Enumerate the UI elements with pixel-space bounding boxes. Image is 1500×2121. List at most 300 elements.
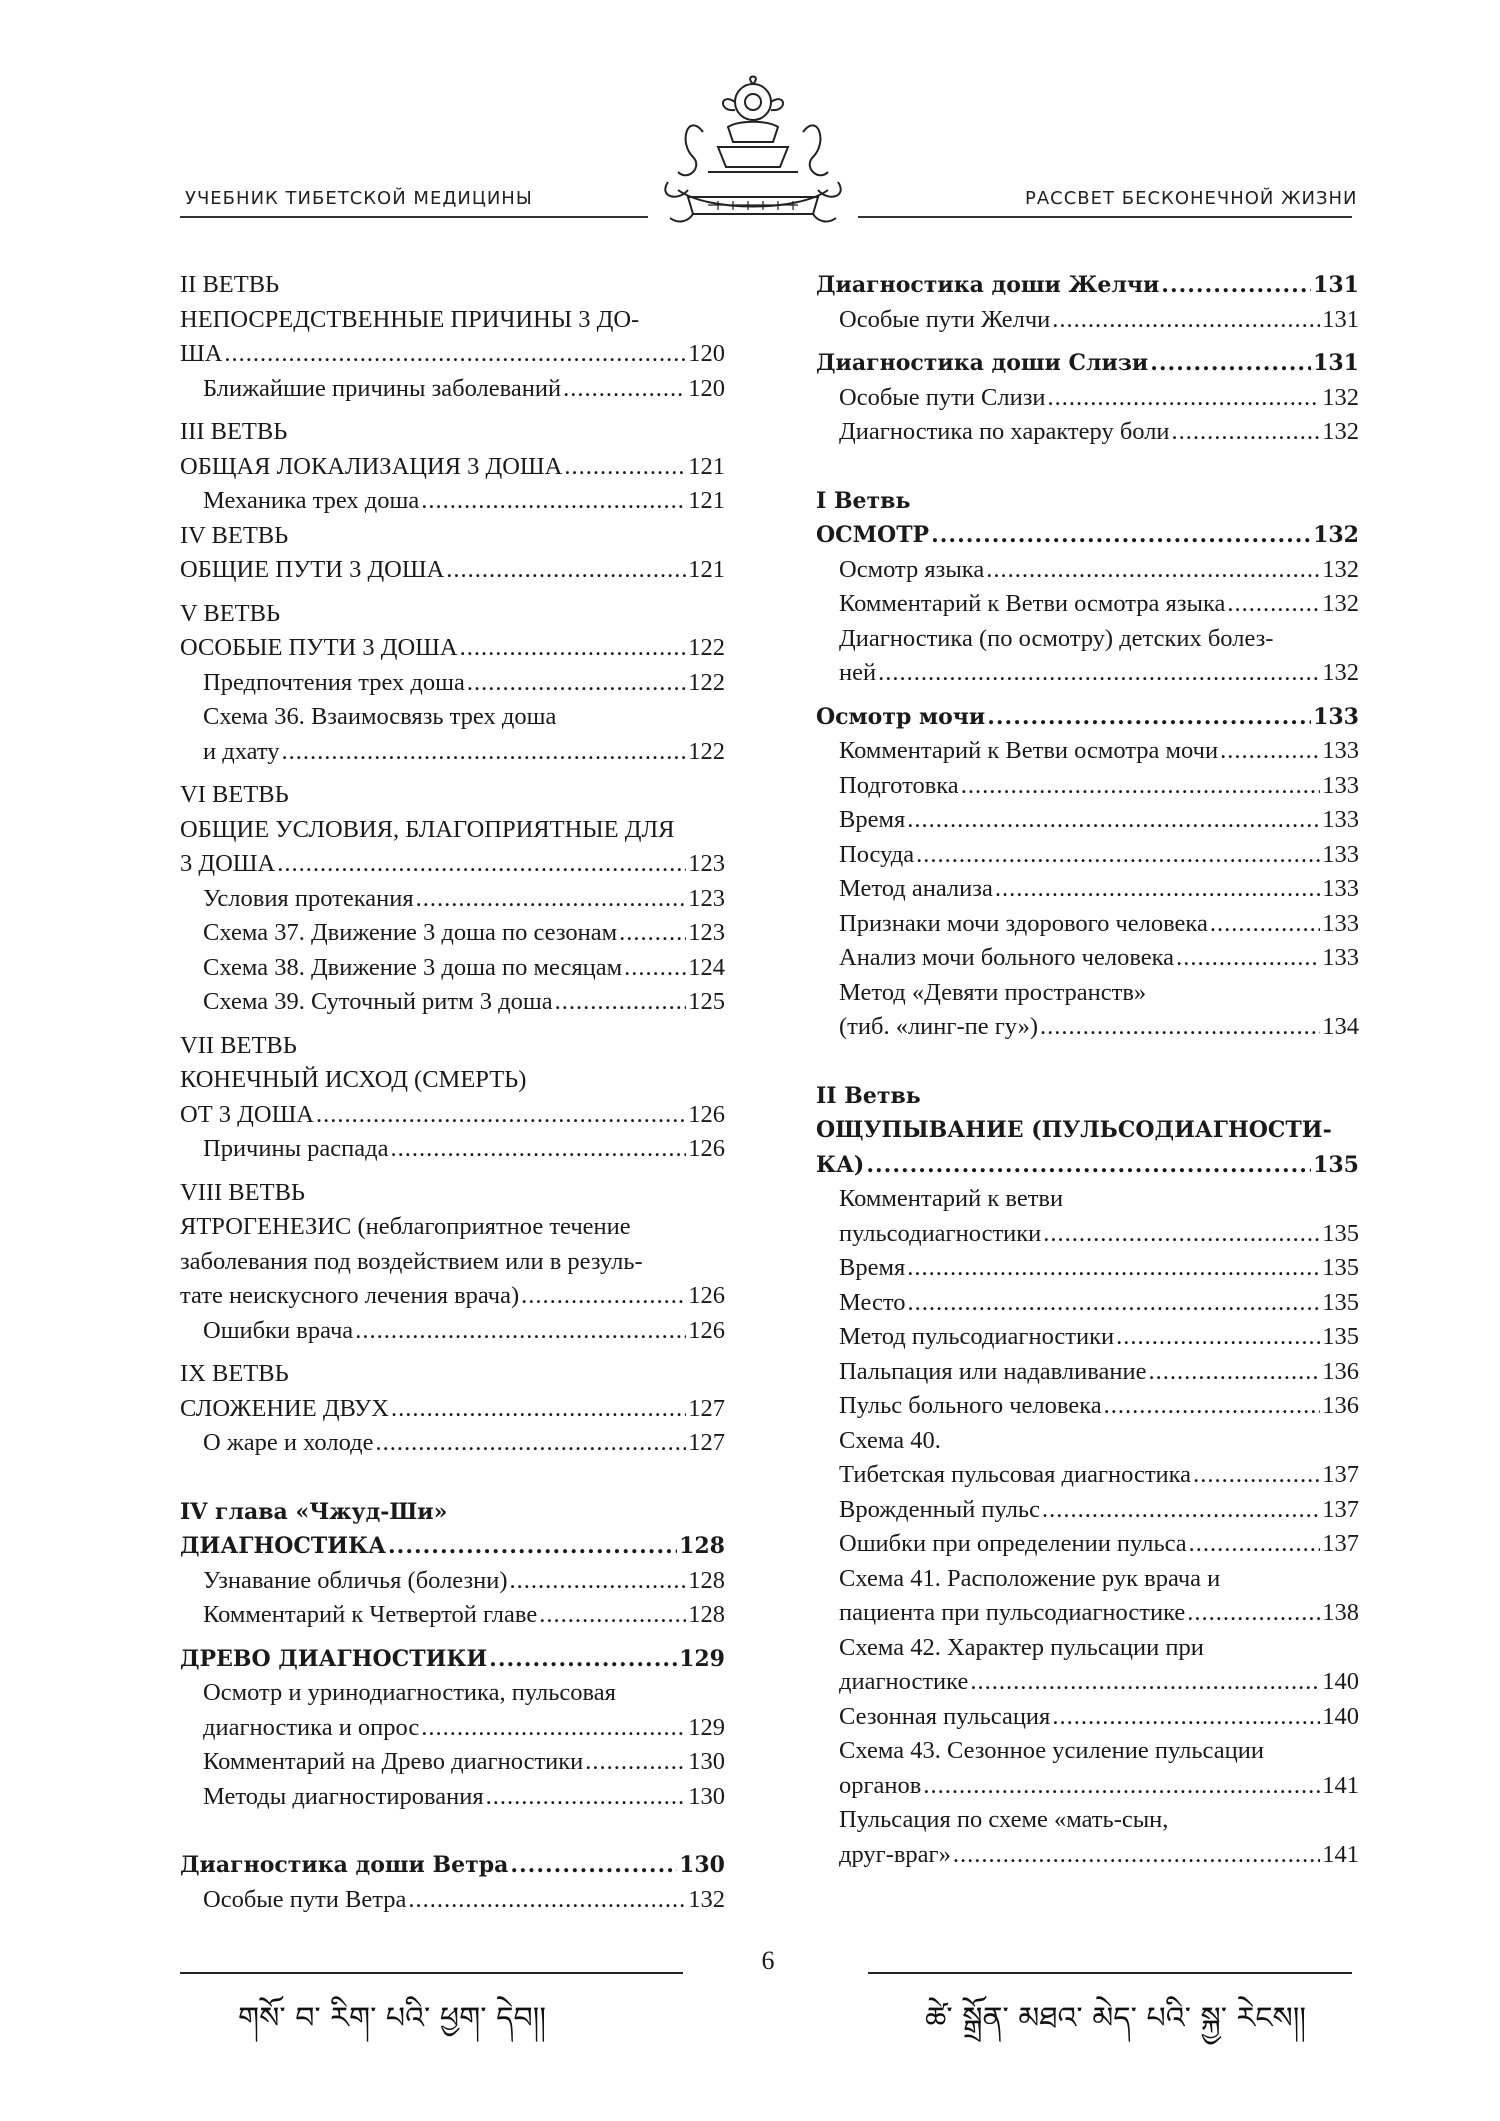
dot-leader <box>388 1529 677 1564</box>
toc-entry <box>180 1176 725 1211</box>
dot-leader <box>1220 734 1320 769</box>
toc-entry <box>816 803 1359 838</box>
dot-leader <box>878 656 1320 691</box>
toc-entry-title: Диагностика по характеру боли <box>839 418 1170 445</box>
dot-leader <box>866 1148 1311 1183</box>
toc-entry-page: 133 <box>1322 944 1359 971</box>
dot-leader <box>408 1883 686 1918</box>
toc-entry <box>180 553 725 588</box>
toc-entry <box>816 1493 1359 1528</box>
toc-entry-title: Метод «Девяти пространств» <box>839 978 1147 1006</box>
toc-entry-page: 121 <box>688 452 725 480</box>
toc-entry-title: Комментарий к Ветви осмотра языка <box>839 590 1226 617</box>
toc-entry <box>816 1424 1359 1459</box>
toc-entry <box>816 1527 1359 1562</box>
toc-entry <box>180 1357 725 1392</box>
toc-entry <box>816 518 1359 553</box>
toc-entry <box>180 415 725 450</box>
toc-entry-page: 133 <box>1322 840 1359 868</box>
toc-entry <box>816 1769 1359 1804</box>
toc-entry <box>180 813 725 848</box>
dot-leader <box>916 838 1320 873</box>
footer-rule-left <box>180 1972 683 1974</box>
toc-entry-title: VIII ВЕТВЬ <box>180 1178 305 1206</box>
dot-leader <box>316 1098 686 1133</box>
toc-entry-page: 141 <box>1322 1771 1359 1799</box>
dot-leader <box>416 882 687 917</box>
toc-entry-page: 123 <box>688 884 725 912</box>
toc-entry <box>816 381 1359 416</box>
toc-entry-title: ней <box>839 659 877 686</box>
toc-entry <box>816 1562 1359 1597</box>
toc-entry-title: Посуда <box>839 840 915 868</box>
toc-entry-title: (тиб. «линг-пе гу») <box>839 1013 1039 1040</box>
toc-entry-title: Сезонная пульсация <box>839 1702 1051 1730</box>
toc-entry-title: Методы диагностирования <box>203 1782 484 1810</box>
lotus-emblem-icon <box>648 72 858 232</box>
toc-entry <box>180 1314 725 1349</box>
toc-entry <box>816 1251 1359 1286</box>
toc-entry <box>180 951 725 986</box>
dot-leader <box>467 666 686 701</box>
toc-entry <box>180 597 725 632</box>
dot-leader <box>421 484 686 519</box>
toc-entry-page: 131 <box>1322 305 1359 333</box>
footer-tibetan-left: གསོ་ བ་ རིག་ པའི་ ཕྱག་ དེབ།། <box>238 2001 546 2036</box>
toc-entry <box>180 1098 725 1133</box>
toc-entry-title: Время <box>839 806 906 833</box>
toc-entry <box>816 1458 1359 1493</box>
toc-entry-title: Ошибки врача <box>203 1316 354 1344</box>
toc-entry <box>180 484 725 519</box>
dot-leader <box>907 1286 1320 1321</box>
toc-entry-title: Причины распада <box>203 1135 389 1162</box>
dot-leader <box>224 337 686 372</box>
toc-entry <box>180 1564 725 1599</box>
toc-entry-title: диагностика и опрос <box>203 1713 420 1741</box>
dot-leader <box>486 1780 687 1815</box>
toc-entry <box>180 631 725 666</box>
toc-entry <box>816 268 1359 303</box>
toc-entry-page: 133 <box>1313 703 1359 730</box>
dot-leader <box>1176 941 1320 976</box>
toc-entry-title: IV глава «Чжуд-Ши» <box>180 1498 448 1525</box>
toc-entry-title: Узнавание обличья (болезни) <box>203 1566 508 1594</box>
toc-entry <box>180 1063 725 1098</box>
toc-entry-title: и дхату <box>203 737 280 765</box>
toc-entry-title: КА) <box>816 1151 865 1178</box>
toc-entry-page: 130 <box>679 1852 725 1878</box>
toc-entry-page: 133 <box>1322 909 1359 937</box>
dot-leader <box>539 1598 686 1633</box>
dot-leader <box>391 1392 686 1427</box>
toc-entry-title: Время <box>839 1254 906 1281</box>
toc-entry-page: 121 <box>688 556 725 583</box>
running-header-right: РАССВЕТ БЕСКОНЕЧНОЙ ЖИЗНИ <box>1025 188 1358 209</box>
toc-entry <box>180 778 725 813</box>
toc-entry-page: 122 <box>688 634 725 661</box>
toc-entry-page: 141 <box>1322 1840 1359 1868</box>
dot-leader <box>970 1665 1320 1700</box>
toc-entry <box>180 337 725 372</box>
dot-leader <box>1172 415 1321 450</box>
toc-entry <box>180 372 725 407</box>
toc-entry-title: Пальпация или надавливание <box>839 1357 1147 1385</box>
footer-rule-right <box>868 1972 1352 1974</box>
toc-entry-title: Пульс больного человека <box>839 1392 1102 1419</box>
toc-entry-page: 126 <box>688 1282 725 1309</box>
toc-entry <box>180 303 725 338</box>
toc-entry-page: 132 <box>1322 418 1359 445</box>
toc-entry-page: 131 <box>1313 272 1359 298</box>
dot-leader <box>1040 1010 1320 1045</box>
toc-entry <box>180 1210 725 1245</box>
toc-entry-title: ОТ 3 ДОША <box>180 1100 314 1128</box>
toc-entry <box>180 666 725 701</box>
toc-entry-title: Комментарий к ветви <box>839 1185 1064 1212</box>
dot-leader <box>624 951 686 986</box>
toc-entry-page: 138 <box>1322 1599 1359 1626</box>
toc-entry <box>816 1665 1359 1700</box>
toc-entry-page: 127 <box>688 1429 725 1456</box>
toc-entry <box>816 1596 1359 1631</box>
toc-entry <box>816 553 1359 588</box>
toc-entry-page: 132 <box>1313 522 1359 548</box>
toc-entry <box>816 1631 1359 1666</box>
dot-leader <box>923 1769 1320 1804</box>
toc-left-column <box>180 268 725 1917</box>
toc-entry-title: Врожденный пульс <box>839 1495 1040 1523</box>
toc-entry <box>180 1598 725 1633</box>
toc-entry <box>816 1734 1359 1769</box>
toc-entry <box>816 1217 1359 1252</box>
toc-entry-title: друг-враг» <box>839 1840 951 1868</box>
dot-leader <box>391 1132 687 1167</box>
dot-leader <box>1052 303 1320 338</box>
toc-entry <box>180 1711 725 1746</box>
toc-entry-title: I Ветвь <box>816 487 911 514</box>
toc-entry-page: 130 <box>688 1782 725 1810</box>
toc-entry-title: Осмотр и уринодиагностика, пульсовая <box>203 1679 616 1706</box>
dot-leader <box>961 769 1321 804</box>
toc-entry-page: 127 <box>688 1394 725 1422</box>
toc-entry-title: Ошибки при определении пульса <box>839 1530 1187 1557</box>
toc-entry <box>816 1079 1359 1114</box>
toc-entry <box>816 1389 1359 1424</box>
toc-entry-title: НЕПОСРЕДСТВЕННЫЕ ПРИЧИНЫ 3 ДО- <box>180 305 640 333</box>
toc-entry <box>180 1132 725 1167</box>
toc-entry-page: 135 <box>1313 1151 1359 1178</box>
toc-entry <box>816 976 1359 1011</box>
toc-entry-page: 136 <box>1322 1357 1359 1385</box>
toc-entry-title: Диагностика (по осмотру) детских болез- <box>839 624 1274 652</box>
toc-entry <box>816 1148 1359 1183</box>
dot-leader <box>1052 1700 1320 1735</box>
toc-entry-title: V ВЕТВЬ <box>180 599 281 627</box>
toc-entry-title: Схема 41. Расположение рук врача и <box>839 1564 1221 1592</box>
dot-leader <box>489 1642 677 1677</box>
dot-leader <box>1104 1389 1321 1424</box>
toc-entry-title: VII ВЕТВЬ <box>180 1031 297 1059</box>
toc-entry-page: 134 <box>1322 1013 1359 1040</box>
dot-leader <box>1161 268 1311 303</box>
toc-entry-title: ОСОБЫЕ ПУТИ 3 ДОША <box>180 634 458 661</box>
toc-entry-title: IV ВЕТВЬ <box>180 521 289 549</box>
toc-entry-page: 128 <box>679 1533 725 1559</box>
toc-entry-page: 132 <box>1322 590 1359 617</box>
toc-entry-page: 140 <box>1322 1668 1359 1695</box>
toc-entry <box>180 1392 725 1427</box>
dot-leader <box>563 372 686 407</box>
toc-entry-title: Подготовка <box>839 771 959 799</box>
toc-entry <box>180 1676 725 1711</box>
dot-leader <box>619 916 686 951</box>
toc-entry-title: Анализ мочи больного человека <box>839 944 1175 971</box>
toc-entry-title: органов <box>839 1771 922 1799</box>
toc-entry-page: 122 <box>688 668 725 696</box>
dot-leader <box>953 1838 1320 1873</box>
page-number: 6 <box>761 1946 775 1975</box>
dot-leader <box>1189 1527 1321 1562</box>
toc-entry-page: 140 <box>1322 1702 1359 1730</box>
toc-entry <box>180 882 725 917</box>
toc-entry <box>816 941 1359 976</box>
toc-entry <box>180 1780 725 1815</box>
toc-entry <box>816 1320 1359 1355</box>
toc-entry <box>816 907 1359 942</box>
toc-entry-title: Особые пути Слизи <box>839 383 1046 411</box>
toc-entry-page: 123 <box>688 919 725 946</box>
toc-entry-page: 126 <box>688 1100 725 1128</box>
toc-entry <box>180 735 725 770</box>
dot-leader <box>1150 346 1311 381</box>
toc-entry <box>180 847 725 882</box>
toc-entry-page: 126 <box>688 1135 725 1162</box>
dot-leader <box>995 872 1320 907</box>
toc-entry-title: Схема 40. <box>839 1426 941 1454</box>
toc-entry <box>180 1883 725 1918</box>
toc-entry-title: ДИАГНОСТИКА <box>180 1533 387 1559</box>
dot-leader <box>277 847 686 882</box>
toc-entry-title: диагностике <box>839 1668 969 1695</box>
toc-entry-title: Схема 39. Суточный ритм 3 доша <box>203 988 553 1015</box>
toc-entry-page: 135 <box>1322 1288 1359 1316</box>
toc-entry-title: Место <box>839 1288 906 1316</box>
toc-entry-title: Условия протекания <box>203 884 414 912</box>
toc-entry <box>180 450 725 485</box>
toc-entry-page: 137 <box>1322 1461 1359 1488</box>
toc-entry-title: Схема 38. Движение 3 доша по месяцам <box>203 953 623 981</box>
toc-entry-title: ОЩУПЫВАНИЕ (ПУЛЬСОДИАГНОСТИ- <box>816 1117 1332 1143</box>
dot-leader <box>421 1711 686 1746</box>
dot-leader <box>282 735 687 770</box>
toc-entry-title: ОБЩИЕ ПУТИ 3 ДОША <box>180 556 445 583</box>
toc-entry-title: IX ВЕТВЬ <box>180 1360 289 1387</box>
toc-entry <box>816 1182 1359 1217</box>
dot-leader <box>510 1848 677 1883</box>
toc-entry <box>180 700 725 735</box>
toc-entry-title: VI ВЕТВЬ <box>180 781 289 808</box>
dot-leader <box>1042 1493 1320 1528</box>
toc-entry <box>180 1745 725 1780</box>
toc-entry-page: 128 <box>688 1601 725 1628</box>
dot-leader <box>1148 1355 1320 1390</box>
toc-entry-title: Схема 43. Сезонное усиление пульсации <box>839 1737 1264 1764</box>
toc-entry-title: II Ветвь <box>816 1082 921 1109</box>
toc-entry-page: 129 <box>688 1713 725 1741</box>
toc-entry-title: Ближайшие причины заболеваний <box>203 374 562 402</box>
toc-entry <box>816 303 1359 338</box>
toc-entry-title: Схема 36. Взаимосвязь трех доша <box>203 703 557 730</box>
toc-entry <box>180 1529 725 1564</box>
toc-entry-title: тате неискусного лечения врача) <box>180 1282 520 1309</box>
toc-entry-title: ОСМОТР <box>816 522 930 548</box>
dot-leader <box>1193 1458 1320 1493</box>
toc-entry-title: ОБЩАЯ ЛОКАЛИЗАЦИЯ 3 ДОША <box>180 452 563 480</box>
toc-entry <box>180 1642 725 1677</box>
toc-entry-title: Комментарий к Ветви осмотра мочи <box>839 737 1219 764</box>
toc-entry <box>816 1700 1359 1735</box>
toc-entry-title: ЯТРОГЕНЕЗИС (неблагоприятное течение <box>180 1213 631 1240</box>
dot-leader <box>460 631 687 666</box>
toc-entry-title: ША <box>180 340 223 367</box>
toc-entry-page: 137 <box>1322 1530 1359 1557</box>
toc-entry <box>816 872 1359 907</box>
toc-entry-page: 136 <box>1322 1392 1359 1419</box>
toc-entry-page: 133 <box>1322 737 1359 764</box>
toc-entry-page: 126 <box>688 1316 725 1344</box>
dot-leader <box>375 1426 686 1461</box>
toc-entry <box>180 1426 725 1461</box>
toc-entry <box>180 519 725 554</box>
toc-entry-page: 129 <box>679 1645 725 1672</box>
toc-entry-title: СЛОЖЕНИЕ ДВУХ <box>180 1394 389 1422</box>
header-rule-right <box>858 216 1352 218</box>
dot-leader <box>907 803 1320 838</box>
toc-entry <box>816 838 1359 873</box>
toc-entry-page: 132 <box>1322 555 1359 583</box>
toc-entry-page: 122 <box>688 737 725 765</box>
toc-entry <box>816 700 1359 735</box>
toc-entry-title: Особые пути Ветра <box>203 1885 407 1913</box>
dot-leader <box>1048 381 1321 416</box>
header-rule-left <box>180 216 648 218</box>
toc-entry <box>816 1355 1359 1390</box>
toc-entry-title: Комментарий к Четвертой главе <box>203 1601 538 1628</box>
toc-entry <box>180 1495 725 1530</box>
toc-entry-title: Схема 42. Характер пульсации при <box>839 1633 1204 1661</box>
toc-entry <box>180 1029 725 1064</box>
toc-entry-title: пульсодиагностики <box>839 1219 1042 1247</box>
dot-leader <box>1116 1320 1320 1355</box>
toc-entry-page: 131 <box>1313 350 1359 376</box>
dot-leader <box>521 1279 686 1314</box>
toc-entry <box>180 1848 725 1883</box>
toc-entry <box>816 1113 1359 1148</box>
dot-leader <box>585 1745 686 1780</box>
dot-leader <box>1187 1596 1320 1631</box>
toc-entry-page: 133 <box>1322 771 1359 799</box>
dot-leader <box>555 985 687 1020</box>
toc-entry-title: Признаки мочи здорового человека <box>839 909 1208 937</box>
toc-entry-page: 120 <box>688 340 725 367</box>
dot-leader <box>1227 587 1320 622</box>
toc-entry <box>816 656 1359 691</box>
toc-entry-title: Предпочтения трех доша <box>203 668 465 696</box>
toc-entry <box>816 346 1359 381</box>
toc-entry-title: Метод анализа <box>839 875 993 902</box>
toc-entry <box>180 268 725 303</box>
toc-entry-page: 130 <box>688 1748 725 1775</box>
toc-entry-page: 135 <box>1322 1254 1359 1281</box>
toc-entry-title: Метод пульсодиагностики <box>839 1323 1115 1350</box>
toc-entry <box>816 1838 1359 1873</box>
dot-leader <box>1043 1217 1320 1252</box>
toc-entry-page: 133 <box>1322 806 1359 833</box>
dot-leader <box>986 553 1320 588</box>
toc-entry-title: пациента при пульсодиагностике <box>839 1599 1186 1626</box>
toc-entry <box>816 1010 1359 1045</box>
dot-leader <box>987 700 1311 735</box>
toc-entry-title: Пульсация по схеме «мать-сын, <box>839 1806 1169 1833</box>
toc-entry <box>180 916 725 951</box>
toc-entry-title: Тибетская пульсовая диагностика <box>839 1461 1192 1488</box>
toc-entry-title: Механика трех доша <box>203 487 420 514</box>
toc-entry-title: ДРЕВО ДИАГНОСТИКИ <box>180 1645 488 1672</box>
toc-entry-title: Комментарий на Древо диагностики <box>203 1748 584 1775</box>
toc-entry-title: Особые пути Желчи <box>839 305 1051 333</box>
toc-entry-title: Осмотр языка <box>839 555 985 583</box>
toc-entry-page: 132 <box>1322 383 1359 411</box>
toc-entry-page: 128 <box>688 1566 725 1594</box>
running-header-left: УЧЕБНИК ТИБЕТСКОЙ МЕДИЦИНЫ <box>185 188 533 209</box>
dot-leader <box>355 1314 686 1349</box>
toc-entry <box>816 622 1359 657</box>
toc-entry-title: ОБЩИЕ УСЛОВИЯ, БЛАГОПРИЯТНЫЕ ДЛЯ <box>180 815 675 843</box>
toc-entry-page: 132 <box>688 1885 725 1913</box>
toc-entry-title: Схема 37. Движение 3 доша по сезонам <box>203 919 618 946</box>
toc-entry <box>180 1279 725 1314</box>
toc-entry-title: III ВЕТВЬ <box>180 418 288 445</box>
dot-leader <box>564 450 686 485</box>
toc-entry <box>816 1803 1359 1838</box>
toc-entry-page: 124 <box>688 953 725 981</box>
toc-entry <box>180 1245 725 1280</box>
toc-entry <box>816 734 1359 769</box>
toc-right-column <box>816 268 1359 1872</box>
toc-entry-page: 132 <box>1322 659 1359 686</box>
toc-entry-page: 133 <box>1322 875 1359 902</box>
dot-leader <box>907 1251 1320 1286</box>
toc-entry-page: 135 <box>1322 1219 1359 1247</box>
toc-entry <box>816 415 1359 450</box>
toc-entry-title: Диагностика доши Слизи <box>816 350 1149 376</box>
toc-entry <box>816 587 1359 622</box>
toc-entry-page: 123 <box>688 850 725 877</box>
toc-entry-title: Осмотр мочи <box>816 703 986 730</box>
toc-entry-page: 137 <box>1322 1495 1359 1523</box>
dot-leader <box>446 553 686 588</box>
toc-entry <box>180 985 725 1020</box>
toc-entry-title: II ВЕТВЬ <box>180 271 280 298</box>
toc-entry-page: 125 <box>688 988 725 1015</box>
toc-entry-title: О жаре и холоде <box>203 1429 374 1456</box>
toc-entry-title: Диагностика доши Желчи <box>816 272 1160 298</box>
toc-entry <box>816 769 1359 804</box>
toc-entry-title: заболевания под воздействием или в резуль- <box>180 1247 643 1275</box>
dot-leader <box>931 518 1311 553</box>
toc-entry-page: 120 <box>688 374 725 402</box>
